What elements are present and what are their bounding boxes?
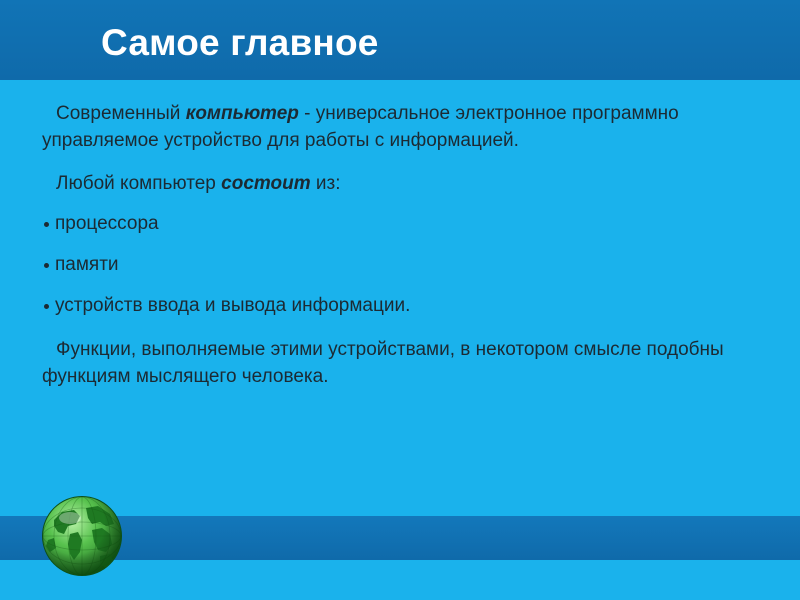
list-item-label: устройств ввода и вывода информации.: [55, 295, 411, 316]
list-item: [42, 210, 762, 237]
list-item: [42, 292, 762, 319]
paragraph-functions: Функции, выполняемые этими устройствами, в некотором смысле подобны функциям мыслящего человека.: [42, 339, 724, 387]
list-item-label: процессора: [55, 213, 159, 234]
paragraph-components-end: из:: [310, 173, 341, 194]
paragraph-components-start: Любой компьютер: [56, 173, 222, 194]
term-computer: компьютер: [185, 103, 299, 124]
bullet-icon: [44, 222, 49, 227]
list-item: [42, 251, 762, 278]
title-bar: [0, 0, 800, 80]
bullet-icon: [44, 304, 49, 309]
bullet-icon: [44, 263, 49, 268]
paragraph-components: [42, 170, 762, 197]
slide-title: Самое главное: [101, 22, 379, 63]
term-consists: состоит: [221, 173, 311, 194]
globe-icon: [40, 494, 124, 578]
paragraph-definition-end: - универсальное электронное программно управляемое устройство для работы с информацией.: [42, 103, 679, 151]
paragraph-definition: [42, 100, 762, 154]
slide-content: [42, 100, 762, 390]
list-item-label: памяти: [55, 254, 119, 275]
components-list: [42, 210, 762, 319]
paragraph-definition-start: Современный: [56, 103, 186, 124]
